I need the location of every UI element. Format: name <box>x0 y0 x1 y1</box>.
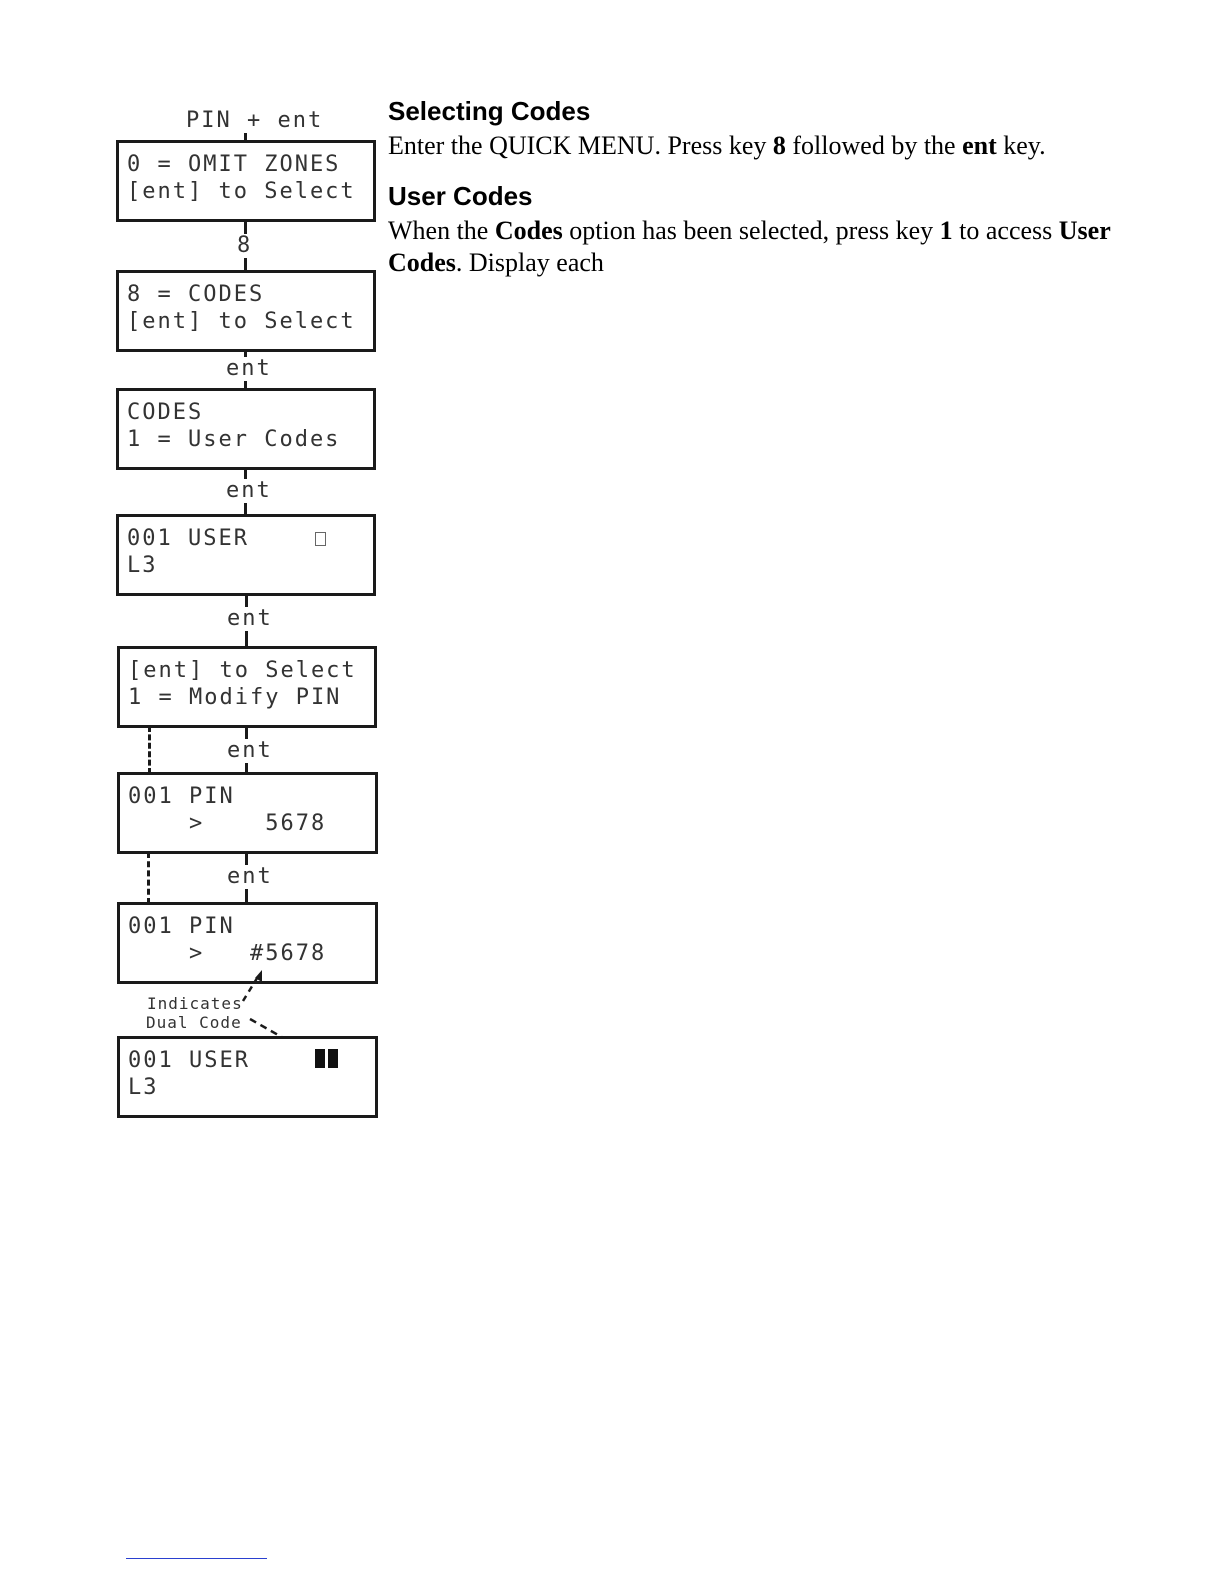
lcd-line-2: L3 <box>128 1075 159 1100</box>
connector-key-label: ent <box>226 478 272 503</box>
dual-code-indicator-icon <box>315 1049 339 1068</box>
footer-rule <box>126 1558 267 1559</box>
paragraph-user-codes: When the Codes option has been selected, press key 1 to access User Codes. Display each <box>388 216 1111 277</box>
lcd-line-2: 1 = Modify PIN <box>128 685 342 710</box>
lcd-display-user-dual <box>117 1036 378 1118</box>
lcd-line-2: [ent] to Select <box>127 309 356 334</box>
dual-code-note-line-1: Indicates <box>147 994 243 1013</box>
loop-back-line <box>147 852 150 904</box>
connector-key-label: ent <box>226 356 272 381</box>
lcd-display-codes <box>116 270 376 352</box>
connector-key-label: ent <box>227 738 273 763</box>
connector-key-label: 8 <box>237 233 253 258</box>
lcd-line-1: [ent] to Select <box>128 658 357 683</box>
lcd-display-omit-zones <box>116 140 376 222</box>
lcd-line-2: > 5678 <box>128 811 327 836</box>
lcd-display-user <box>116 514 376 596</box>
lcd-line-1: 8 = CODES <box>127 282 265 307</box>
dual-code-note-line-2: Dual Code <box>146 1013 242 1032</box>
lcd-line-1: CODES <box>127 400 204 425</box>
lcd-line-1: 001 PIN <box>128 914 235 939</box>
lcd-line-1: 001 USER <box>128 1048 250 1073</box>
connector-key-label: ent <box>227 606 273 631</box>
lcd-line-1: 0 = OMIT ZONES <box>127 152 341 177</box>
lcd-line-2: [ent] to Select <box>127 179 356 204</box>
connector-key-label: ent <box>227 864 273 889</box>
lcd-display-codes-menu <box>116 388 376 470</box>
lcd-display-modify-pin <box>117 646 377 728</box>
lcd-line-2: 1 = User Codes <box>127 427 341 452</box>
paragraph-selecting-codes: Enter the QUICK MENU. Press key 8 followed by the ent key. <box>388 131 1046 160</box>
heading-user-codes: User Codes <box>388 181 533 211</box>
empty-indicator-icon <box>315 532 326 546</box>
lcd-line-2: > #5678 <box>128 941 327 966</box>
lcd-display-pin <box>117 772 378 854</box>
lcd-line-2: L3 <box>127 553 158 578</box>
lcd-line-1: 001 PIN <box>128 784 235 809</box>
loop-back-line <box>148 726 151 774</box>
lcd-line-1: 001 USER <box>127 526 249 551</box>
heading-selecting-codes: Selecting Codes <box>388 96 591 126</box>
start-label: PIN + ent <box>186 108 324 133</box>
lcd-display-pin-dual <box>117 902 378 984</box>
